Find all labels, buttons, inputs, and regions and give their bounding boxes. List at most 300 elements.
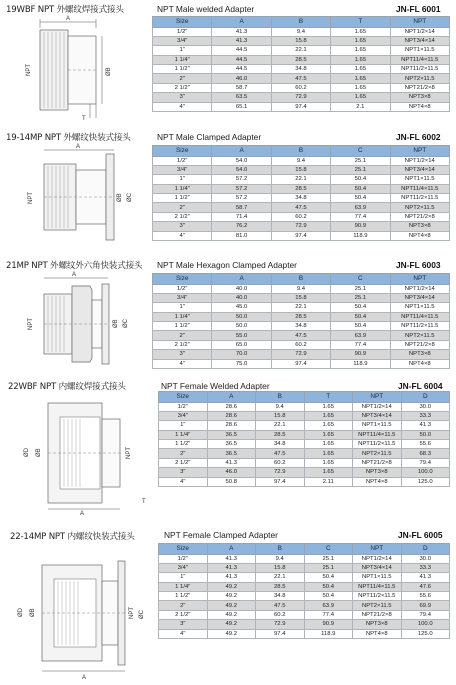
- table-cell: 25.1: [331, 284, 390, 293]
- table-cell: 81.0: [212, 231, 271, 240]
- table-cell: 50.8: [207, 477, 256, 486]
- table-row: [159, 592, 450, 601]
- drawing-label: ØD: [24, 448, 30, 457]
- table-cell: NPT1/2×14: [353, 402, 402, 411]
- table-cell: NPT11/2×11.5: [353, 592, 402, 601]
- table-cell: 46.0: [212, 74, 271, 83]
- table-row: [159, 458, 450, 467]
- table-cell: 28.5: [271, 184, 330, 193]
- table-row: [159, 477, 450, 486]
- spec-table: [152, 145, 450, 241]
- drawing-label: A: [72, 272, 77, 278]
- table-cell: 25.1: [304, 563, 353, 572]
- table-cell: 70.0: [212, 350, 271, 359]
- table-row: [159, 554, 450, 563]
- table-cell: NPT11/4×11.5: [390, 55, 449, 64]
- table-cell: 1/2": [153, 27, 212, 36]
- table-cell: 2 1/2": [153, 83, 212, 92]
- table-cell: 50.4: [304, 573, 353, 582]
- table-row: [153, 331, 450, 340]
- table-row: [153, 203, 450, 212]
- table-cell: NPT21/2×8: [353, 610, 402, 619]
- table-row: [153, 184, 450, 193]
- table-cell: 118.9: [304, 629, 353, 638]
- table-row: [153, 74, 450, 83]
- table-row: [159, 430, 450, 439]
- table-cell: 41.3: [207, 458, 256, 467]
- table-cell: 97.4: [271, 359, 330, 368]
- table-cell: 4": [153, 102, 212, 111]
- table-cell: 9.4: [271, 284, 330, 293]
- table-cell: 3/4": [159, 563, 208, 572]
- column-header: B: [271, 274, 330, 285]
- table-cell: 46.0: [207, 468, 256, 477]
- table-cell: NPT2×11.5: [390, 74, 449, 83]
- drawing-label: T: [82, 116, 86, 122]
- table-cell: 4": [159, 629, 208, 638]
- en-title: NPT Female Clamped Adapter: [164, 530, 278, 540]
- table-cell: 49.2: [207, 592, 256, 601]
- table-cell: 77.4: [331, 212, 390, 221]
- table-row: [153, 303, 450, 312]
- column-header: NPT: [353, 392, 402, 403]
- en-title: NPT Male Hexagon Clamped Adapter: [157, 260, 297, 270]
- table-cell: 3": [153, 350, 212, 359]
- table-cell: NPT4×8: [353, 477, 402, 486]
- table-cell: 50.4: [331, 312, 390, 321]
- en-title: NPT Male welded Adapter: [157, 4, 255, 14]
- drawing-label: NPT: [28, 192, 34, 204]
- table-cell: 1.65: [331, 65, 390, 74]
- table-row: [159, 620, 450, 629]
- table-cell: 1 1/4": [153, 55, 212, 64]
- table-row: [153, 293, 450, 302]
- table-cell: 28.5: [271, 55, 330, 64]
- table-cell: 1": [159, 573, 208, 582]
- cn-title: 22WBF NPT 内螺纹焊接式接头: [8, 382, 126, 392]
- section-male-clamped-adapter: [0, 128, 456, 253]
- table-cell: 90.9: [331, 350, 390, 359]
- table-row: [153, 93, 450, 102]
- table-cell: 50.0: [212, 312, 271, 321]
- table-cell: 50.4: [331, 184, 390, 193]
- technical-drawing: [4, 14, 144, 126]
- table-cell: NPT1×11.5: [390, 175, 449, 184]
- table-cell: 97.4: [256, 629, 305, 638]
- table-cell: 1 1/2": [153, 194, 212, 203]
- table-cell: NPT11/4×11.5: [390, 312, 449, 321]
- table-cell: 90.9: [331, 222, 390, 231]
- table-cell: NPT1×11.5: [353, 573, 402, 582]
- spec-table: [152, 273, 450, 369]
- table-cell: 1 1/4": [153, 312, 212, 321]
- table-cell: NPT1/2×14: [390, 284, 449, 293]
- section-male-welded-adapter: [0, 0, 456, 125]
- table-cell: 33.3: [401, 411, 450, 420]
- table-cell: 100.0: [401, 620, 450, 629]
- drawing-label: A: [76, 144, 81, 150]
- table-cell: 47.5: [271, 74, 330, 83]
- table-cell: NPT4×8: [353, 629, 402, 638]
- column-header: Size: [153, 17, 212, 28]
- table-cell: 79.4: [401, 610, 450, 619]
- table-cell: 1.65: [304, 468, 353, 477]
- table-cell: 1/2": [159, 402, 208, 411]
- table-row: [153, 212, 450, 221]
- table-cell: 2 1/2": [153, 340, 212, 349]
- table-row: [153, 36, 450, 45]
- table-cell: 1 1/4": [159, 430, 208, 439]
- table-cell: 41.3: [212, 27, 271, 36]
- table-row: [153, 312, 450, 321]
- table-cell: NPT1×11.5: [390, 46, 449, 55]
- drawing-label: NPT: [126, 447, 132, 459]
- table-cell: 1/2": [153, 156, 212, 165]
- technical-drawing: [4, 142, 144, 254]
- table-cell: 47.5: [271, 331, 330, 340]
- drawing-label: ØB: [106, 67, 112, 76]
- table-cell: 22.1: [271, 303, 330, 312]
- table-cell: 65.0: [212, 340, 271, 349]
- product-code: JN-FL 6001: [396, 4, 441, 14]
- table-cell: 28.5: [271, 312, 330, 321]
- table-cell: 71.4: [212, 212, 271, 221]
- table-row: [153, 350, 450, 359]
- table-header-row: [153, 17, 450, 28]
- table-cell: 1.65: [331, 55, 390, 64]
- table-cell: 50.4: [331, 194, 390, 203]
- table-cell: NPT11/2×11.5: [390, 194, 449, 203]
- table-row: [153, 175, 450, 184]
- table-row: [153, 65, 450, 74]
- table-cell: 65.1: [212, 102, 271, 111]
- table-cell: NPT3/4×14: [390, 36, 449, 45]
- table-cell: 60.2: [256, 610, 305, 619]
- table-cell: 55.0: [212, 331, 271, 340]
- table-cell: 58.7: [212, 83, 271, 92]
- table-cell: 1": [159, 421, 208, 430]
- table-cell: 4": [153, 359, 212, 368]
- table-cell: NPT3/4×14: [353, 563, 402, 572]
- table-cell: 15.8: [271, 165, 330, 174]
- table-cell: 3/4": [153, 165, 212, 174]
- column-header: NPT: [390, 274, 449, 285]
- table-cell: 1": [153, 303, 212, 312]
- table-cell: 63.5: [212, 93, 271, 102]
- drawing-label: T: [142, 499, 146, 505]
- table-cell: 47.5: [271, 203, 330, 212]
- table-cell: NPT2×11.5: [390, 331, 449, 340]
- cn-title: 19WBF NPT 外螺纹焊接式接头: [6, 5, 124, 15]
- table-cell: 49.2: [207, 620, 256, 629]
- table-cell: 100.0: [401, 468, 450, 477]
- table-cell: 47.6: [401, 582, 450, 591]
- drawing-label: ØC: [127, 193, 133, 202]
- table-cell: 2": [159, 449, 208, 458]
- table-cell: 1.65: [304, 430, 353, 439]
- table-cell: 50.4: [304, 582, 353, 591]
- column-header: T: [331, 17, 390, 28]
- section-female-clamped-adapter: [0, 525, 456, 685]
- table-cell: 45.0: [212, 303, 271, 312]
- table-cell: 125.0: [401, 629, 450, 638]
- table-cell: NPT4×8: [390, 231, 449, 240]
- column-header: B: [271, 146, 330, 157]
- table-cell: 63.9: [331, 331, 390, 340]
- table-row: [153, 359, 450, 368]
- table-header-row: [159, 392, 450, 403]
- table-cell: 44.5: [212, 65, 271, 74]
- table-cell: 34.8: [271, 322, 330, 331]
- table-row: [159, 563, 450, 572]
- column-header: A: [212, 146, 271, 157]
- table-header-row: [153, 146, 450, 157]
- table-cell: 40.0: [212, 293, 271, 302]
- table-cell: NPT3×8: [390, 222, 449, 231]
- table-cell: 50.4: [304, 592, 353, 601]
- table-cell: 44.5: [212, 46, 271, 55]
- drawing-label: A: [82, 675, 87, 681]
- table-row: [159, 411, 450, 420]
- drawing-label: ØD: [18, 608, 24, 617]
- table-cell: 28.6: [207, 411, 256, 420]
- table-cell: 4": [159, 477, 208, 486]
- table-cell: 33.3: [401, 563, 450, 572]
- table-cell: 40.0: [212, 284, 271, 293]
- table-cell: 36.5: [207, 449, 256, 458]
- column-header: D: [401, 392, 450, 403]
- drawing-label: NPT: [26, 64, 32, 76]
- table-cell: 1": [153, 175, 212, 184]
- table-cell: 34.8: [256, 592, 305, 601]
- table-cell: 63.9: [331, 203, 390, 212]
- table-cell: NPT1/2×14: [390, 27, 449, 36]
- table-cell: 15.8: [256, 411, 305, 420]
- table-cell: NPT1×11.5: [353, 421, 402, 430]
- table-cell: NPT2×11.5: [353, 449, 402, 458]
- table-cell: 1 1/4": [159, 582, 208, 591]
- table-cell: 60.2: [271, 83, 330, 92]
- column-header: NPT: [390, 17, 449, 28]
- column-header: A: [212, 17, 271, 28]
- table-cell: 118.9: [331, 359, 390, 368]
- table-cell: 1.65: [331, 93, 390, 102]
- table-cell: 15.8: [271, 36, 330, 45]
- table-cell: 41.3: [207, 563, 256, 572]
- table-cell: 41.3: [212, 36, 271, 45]
- column-header: C: [331, 274, 390, 285]
- table-cell: 1/2": [153, 284, 212, 293]
- table-cell: 118.9: [331, 231, 390, 240]
- table-cell: NPT3×8: [390, 93, 449, 102]
- product-code: JN-FL 6003: [396, 260, 441, 270]
- table-cell: 1 1/4": [153, 184, 212, 193]
- table-cell: 30.0: [401, 554, 450, 563]
- table-cell: 9.4: [256, 554, 305, 563]
- product-code: JN-FL 6004: [398, 381, 443, 391]
- table-cell: 55.6: [401, 592, 450, 601]
- table-cell: 50.0: [212, 322, 271, 331]
- table-cell: 36.5: [207, 440, 256, 449]
- table-cell: NPT2×11.5: [390, 203, 449, 212]
- table-cell: 77.4: [331, 340, 390, 349]
- table-cell: 47.5: [256, 449, 305, 458]
- table-cell: 3": [159, 620, 208, 629]
- spec-table: [152, 16, 450, 112]
- table-row: [153, 322, 450, 331]
- table-cell: NPT4×8: [390, 102, 449, 111]
- table-cell: NPT1/2×14: [390, 156, 449, 165]
- table-cell: NPT3/4×14: [390, 293, 449, 302]
- table-cell: 57.2: [212, 184, 271, 193]
- drawing-label: A: [66, 16, 71, 22]
- table-cell: 3": [153, 222, 212, 231]
- table-cell: NPT1×11.5: [390, 303, 449, 312]
- table-cell: 50.4: [331, 175, 390, 184]
- table-cell: 22.1: [256, 573, 305, 582]
- section-male-hexagon-clamped-adapter: [0, 256, 456, 378]
- table-cell: NPT21/2×8: [390, 340, 449, 349]
- table-cell: 22.1: [271, 175, 330, 184]
- table-cell: 57.2: [212, 194, 271, 203]
- table-cell: 2.1: [331, 102, 390, 111]
- table-cell: 2.11: [304, 477, 353, 486]
- cn-title: 21MP NPT 外螺纹外六角快装式接头: [6, 261, 143, 271]
- table-cell: 125.0: [401, 477, 450, 486]
- table-cell: 4": [153, 231, 212, 240]
- table-cell: 25.1: [331, 156, 390, 165]
- table-cell: 49.2: [207, 610, 256, 619]
- table-cell: 1 1/2": [159, 440, 208, 449]
- table-header-row: [159, 544, 450, 555]
- table-cell: 60.2: [271, 340, 330, 349]
- table-cell: 1.65: [304, 421, 353, 430]
- table-cell: 50.0: [401, 430, 450, 439]
- table-cell: 68.3: [401, 449, 450, 458]
- table-cell: 72.9: [271, 350, 330, 359]
- table-cell: 15.8: [256, 563, 305, 572]
- column-header: Size: [159, 544, 208, 555]
- table-cell: 44.5: [212, 55, 271, 64]
- table-cell: 90.9: [304, 620, 353, 629]
- table-cell: 1.65: [304, 411, 353, 420]
- table-cell: NPT3/4×14: [390, 165, 449, 174]
- column-header: C: [304, 544, 353, 555]
- table-cell: 28.5: [256, 430, 305, 439]
- table-cell: 50.4: [331, 303, 390, 312]
- table-cell: 63.9: [304, 601, 353, 610]
- column-header: A: [207, 544, 256, 555]
- table-cell: NPT4×8: [390, 359, 449, 368]
- table-cell: 72.9: [271, 222, 330, 231]
- table-cell: 1.65: [304, 440, 353, 449]
- table-cell: 60.2: [271, 212, 330, 221]
- drawing-label: ØB: [30, 608, 36, 617]
- table-cell: NPT3/4×14: [353, 411, 402, 420]
- table-cell: 1.65: [304, 402, 353, 411]
- table-cell: 76.2: [212, 222, 271, 231]
- column-header: B: [256, 392, 305, 403]
- table-cell: 36.5: [207, 430, 256, 439]
- column-header: Size: [153, 274, 212, 285]
- drawing-label: ØC: [123, 319, 129, 328]
- table-cell: NPT11/2×11.5: [390, 322, 449, 331]
- drawing-label: A: [80, 511, 85, 516]
- table-row: [153, 165, 450, 174]
- table-cell: 2": [159, 601, 208, 610]
- spec-table: [158, 543, 450, 639]
- table-cell: NPT11/2×11.5: [390, 65, 449, 74]
- table-row: [153, 55, 450, 64]
- table-cell: NPT11/4×11.5: [353, 582, 402, 591]
- drawing-label: NPT: [129, 607, 135, 619]
- table-cell: 69.9: [401, 601, 450, 610]
- table-row: [159, 449, 450, 458]
- table-cell: 58.7: [212, 203, 271, 212]
- technical-drawing: [4, 391, 154, 516]
- table-cell: 41.3: [401, 573, 450, 582]
- drawing-label: ØC: [139, 610, 145, 619]
- drawing-label: ØB: [113, 319, 119, 328]
- table-cell: 1.65: [304, 458, 353, 467]
- table-cell: 3/4": [153, 36, 212, 45]
- column-header: B: [256, 544, 305, 555]
- table-row: [153, 222, 450, 231]
- table-row: [153, 231, 450, 240]
- table-cell: 30.0: [401, 402, 450, 411]
- column-header: C: [331, 146, 390, 157]
- drawing-label: NPT: [28, 318, 34, 330]
- table-cell: 1/2": [159, 554, 208, 563]
- table-cell: 25.1: [331, 165, 390, 174]
- table-cell: 41.3: [207, 573, 256, 582]
- table-row: [159, 582, 450, 591]
- table-cell: 97.4: [271, 231, 330, 240]
- column-header: A: [207, 392, 256, 403]
- table-cell: 1 1/2": [153, 322, 212, 331]
- table-row: [153, 83, 450, 92]
- table-cell: 57.2: [212, 175, 271, 184]
- table-cell: 1.65: [331, 74, 390, 83]
- table-cell: 41.3: [207, 554, 256, 563]
- en-title: NPT Female Welded Adapter: [161, 381, 270, 391]
- table-row: [153, 27, 450, 36]
- table-cell: 22.1: [271, 46, 330, 55]
- table-cell: 15.8: [271, 293, 330, 302]
- table-row: [159, 402, 450, 411]
- table-cell: 2": [153, 203, 212, 212]
- table-cell: 2 1/2": [159, 610, 208, 619]
- table-row: [159, 573, 450, 582]
- table-cell: 97.4: [256, 477, 305, 486]
- table-cell: 97.4: [271, 102, 330, 111]
- table-row: [159, 610, 450, 619]
- table-cell: 3": [159, 468, 208, 477]
- column-header: NPT: [353, 544, 402, 555]
- product-code: JN-FL 6005: [398, 530, 443, 540]
- table-cell: 72.9: [271, 93, 330, 102]
- table-cell: 75.0: [212, 359, 271, 368]
- drawing-label: ØB: [36, 448, 42, 457]
- table-cell: 72.9: [256, 468, 305, 477]
- product-code: JN-FL 6002: [396, 132, 441, 142]
- table-cell: 1.65: [331, 27, 390, 36]
- table-row: [159, 421, 450, 430]
- table-cell: 9.4: [271, 156, 330, 165]
- table-cell: 49.2: [207, 629, 256, 638]
- drawing-label: ØB: [117, 193, 123, 202]
- table-cell: 1.65: [304, 449, 353, 458]
